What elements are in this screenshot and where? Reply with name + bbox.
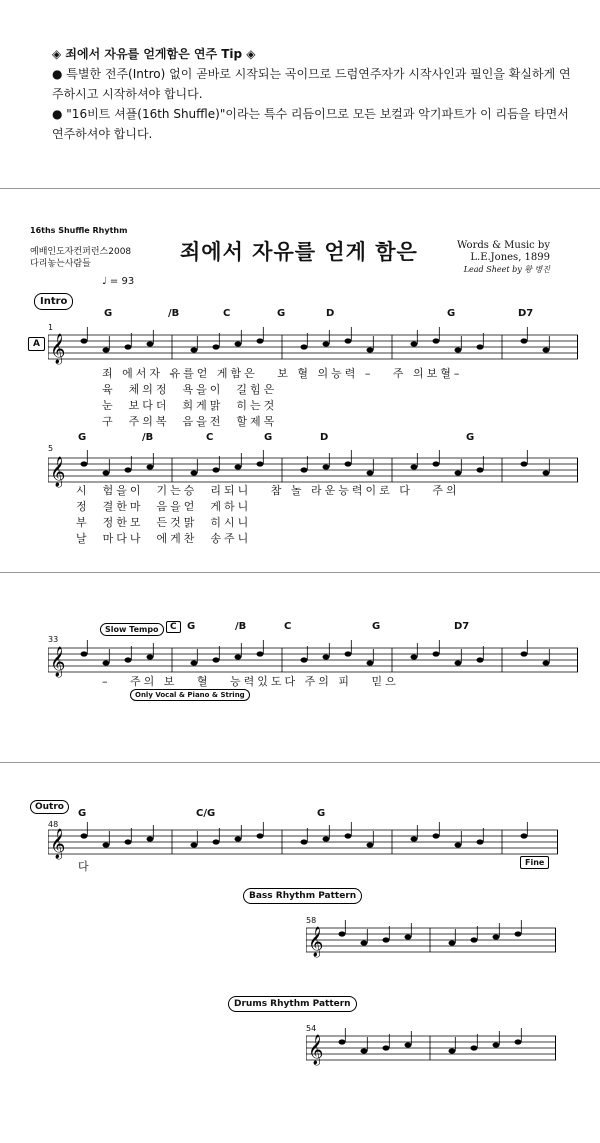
only-vocal-tag: Only Vocal & Piano & String	[130, 689, 250, 701]
system-2	[30, 430, 575, 550]
chord: C	[223, 308, 231, 319]
note-head	[81, 651, 88, 656]
chord: D7	[454, 621, 470, 632]
note-head	[493, 934, 500, 939]
chord: D	[326, 308, 335, 319]
note-head	[301, 344, 308, 349]
note-head	[433, 338, 440, 343]
rhythm-label: 16ths Shuffle Rhythm	[30, 226, 128, 235]
note-head	[405, 1042, 412, 1047]
note-head	[383, 1045, 390, 1050]
note-head	[449, 1048, 456, 1053]
note-head	[361, 940, 368, 945]
divider	[0, 188, 600, 189]
lyric-line: 날 마다나 에게찬 송주니	[76, 532, 252, 545]
note-head	[477, 839, 484, 844]
note-head	[339, 931, 346, 936]
note-head	[235, 654, 242, 659]
credit-line-2: L.E.Jones, 1899	[470, 252, 550, 263]
note-head	[521, 651, 528, 656]
slow-tempo-tag: Slow Tempo	[100, 623, 164, 636]
treble-clef-icon: 𝄞	[50, 829, 66, 859]
chord: G	[277, 308, 286, 319]
note-head	[433, 651, 440, 656]
system-3	[30, 615, 575, 705]
note-head	[257, 338, 264, 343]
treble-clef-icon: 𝄞	[50, 457, 66, 487]
chord: /B	[235, 621, 247, 632]
note-head	[367, 842, 374, 847]
lyric-line: 구 주의복 음을전 할제목	[102, 415, 278, 428]
drums-pattern-tag: Drums Rhythm Pattern	[228, 996, 357, 1012]
measure-number: 48	[48, 820, 59, 829]
note-head	[147, 341, 154, 346]
note-head	[339, 1039, 346, 1044]
chord: G	[447, 308, 456, 319]
chord: G	[264, 432, 273, 443]
note-head	[345, 833, 352, 838]
note-head	[323, 836, 330, 841]
note-head	[147, 836, 154, 841]
lyric-line: 눈 보다더 희게맑 히는것	[102, 399, 278, 412]
credits	[457, 240, 550, 276]
note-head	[455, 660, 462, 665]
note-head	[449, 940, 456, 945]
note-head	[515, 931, 522, 936]
bass-staff	[306, 920, 556, 960]
section-a-label: A	[28, 337, 45, 351]
staff-4	[48, 822, 558, 862]
chord: /B	[168, 308, 180, 319]
staff-1	[48, 327, 578, 367]
chord: G	[372, 621, 381, 632]
note-head	[411, 836, 418, 841]
chord: D7	[518, 308, 534, 319]
tip-item-2: ● "16비트 셔플(16th Shuffle)"이라는 특수 리듬이므로 모든 보컬과 악기파트가 이 리듬을 타면서 연주하셔야 합니다.	[52, 107, 569, 141]
note-head	[191, 470, 198, 475]
measure-number: 1	[48, 323, 54, 332]
note-head	[103, 842, 110, 847]
system-1	[30, 305, 575, 428]
chord: C	[206, 432, 214, 443]
note-head	[367, 660, 374, 665]
measure-number: 5	[48, 444, 54, 453]
outro-tag: Outro	[30, 800, 69, 814]
note-head	[323, 341, 330, 346]
note-head	[367, 470, 374, 475]
credit-line-1: Words & Music by	[456, 240, 550, 251]
note-head	[515, 1039, 522, 1044]
note-head	[213, 344, 220, 349]
note-head	[235, 836, 242, 841]
note-head	[367, 347, 374, 352]
note-head	[411, 464, 418, 469]
divider	[0, 572, 600, 573]
lyrics-3: – 주의 보 혈 능력있도다 주의 피 믿으	[102, 675, 399, 688]
note-head	[147, 654, 154, 659]
tips-block	[52, 44, 572, 144]
note-head	[477, 657, 484, 662]
note-head	[477, 467, 484, 472]
note-head	[257, 833, 264, 838]
chord: C	[284, 621, 292, 632]
note-head	[125, 657, 132, 662]
intro-tag: Intro	[34, 293, 73, 310]
lyric-line: 육 체의정 욕을이 길힘은	[102, 383, 278, 396]
note-head	[257, 461, 264, 466]
chord: G	[466, 432, 475, 443]
note-head	[521, 338, 528, 343]
measure-number: 33	[48, 635, 59, 644]
note-head	[257, 651, 264, 656]
chord: C/G	[196, 808, 216, 819]
note-head	[433, 461, 440, 466]
lyrics-4: 다	[78, 860, 92, 873]
note-head	[405, 934, 412, 939]
note-head	[213, 657, 220, 662]
tip-item-1: ● 특별한 전주(Intro) 없이 곧바로 시작되는 곡이므로 드럼연주자가 시작사인과 필인을 확실하게 연주하시고 시작하셔야 합니다.	[52, 67, 571, 101]
note-head	[345, 651, 352, 656]
tempo-mark: ♩ = 93	[102, 276, 135, 287]
note-head	[323, 464, 330, 469]
note-head	[81, 833, 88, 838]
note-head	[455, 842, 462, 847]
note-head	[103, 347, 110, 352]
system-4	[30, 800, 575, 880]
note-head	[543, 660, 550, 665]
note-head	[191, 347, 198, 352]
drums-staff	[306, 1028, 556, 1068]
lyric-line: 정 결한마 음을얻 게하니	[76, 500, 252, 513]
bass-measure-number: 58	[306, 916, 317, 925]
divider	[0, 762, 600, 763]
note-head	[521, 833, 528, 838]
note-head	[345, 461, 352, 466]
note-head	[103, 470, 110, 475]
note-head	[103, 660, 110, 665]
lyrics-2	[76, 482, 460, 546]
chord: G	[104, 308, 113, 319]
note-head	[433, 833, 440, 838]
lyric-line: 부 정한모 든것맑 히시니	[76, 516, 252, 529]
credit-line-3: Lead Sheet by 황 병진	[463, 265, 550, 274]
note-head	[411, 654, 418, 659]
note-head	[301, 657, 308, 662]
note-head	[323, 654, 330, 659]
note-head	[493, 1042, 500, 1047]
treble-clef-icon: 𝄞	[50, 647, 66, 677]
note-head	[81, 338, 88, 343]
treble-clef-icon: 𝄞	[308, 927, 324, 957]
note-head	[543, 470, 550, 475]
lyrics-1	[102, 365, 462, 429]
note-head	[235, 464, 242, 469]
treble-clef-icon: 𝄞	[50, 334, 66, 364]
source-line-2: 다리놓는사람들	[30, 259, 91, 269]
note-head	[301, 467, 308, 472]
note-head	[471, 937, 478, 942]
tips-heading: ◈ 죄에서 자유를 얻게함은 연주 Tip ◈	[52, 47, 256, 61]
drums-measure-number: 54	[306, 1024, 317, 1033]
note-head	[125, 839, 132, 844]
note-head	[147, 464, 154, 469]
note-head	[345, 338, 352, 343]
chord: /B	[142, 432, 154, 443]
note-head	[125, 344, 132, 349]
chord: G	[78, 432, 87, 443]
note-head	[301, 839, 308, 844]
lyric-line: 죄 에서자 유를얻 게함은 보 혈 의능력 – 주 의보혈–	[102, 367, 463, 380]
note-head	[361, 1048, 368, 1053]
note-head	[125, 467, 132, 472]
note-head	[213, 467, 220, 472]
section-c-label: C	[166, 621, 181, 633]
chord: D	[320, 432, 329, 443]
note-head	[477, 344, 484, 349]
note-head	[213, 839, 220, 844]
note-head	[521, 461, 528, 466]
note-head	[191, 842, 198, 847]
chord: G	[187, 621, 196, 632]
song-title: 죄에서 자유를 얻게 함은	[180, 240, 418, 264]
fine-tag: Fine	[520, 856, 549, 869]
note-head	[455, 470, 462, 475]
note-head	[235, 341, 242, 346]
lyric-line: 시 험을이 기는승 리되니 참 놀 라운능력이로 다 주의	[76, 484, 460, 497]
note-head	[81, 461, 88, 466]
note-head	[455, 347, 462, 352]
note-head	[191, 660, 198, 665]
chord: G	[78, 808, 87, 819]
chord: G	[317, 808, 326, 819]
treble-clef-icon: 𝄞	[308, 1035, 324, 1065]
note-head	[383, 937, 390, 942]
bass-pattern-tag: Bass Rhythm Pattern	[243, 888, 362, 904]
note-head	[471, 1045, 478, 1050]
source-line-1: 예배인도자컨퍼런스2008	[30, 247, 132, 257]
note-head	[411, 341, 418, 346]
note-head	[543, 347, 550, 352]
